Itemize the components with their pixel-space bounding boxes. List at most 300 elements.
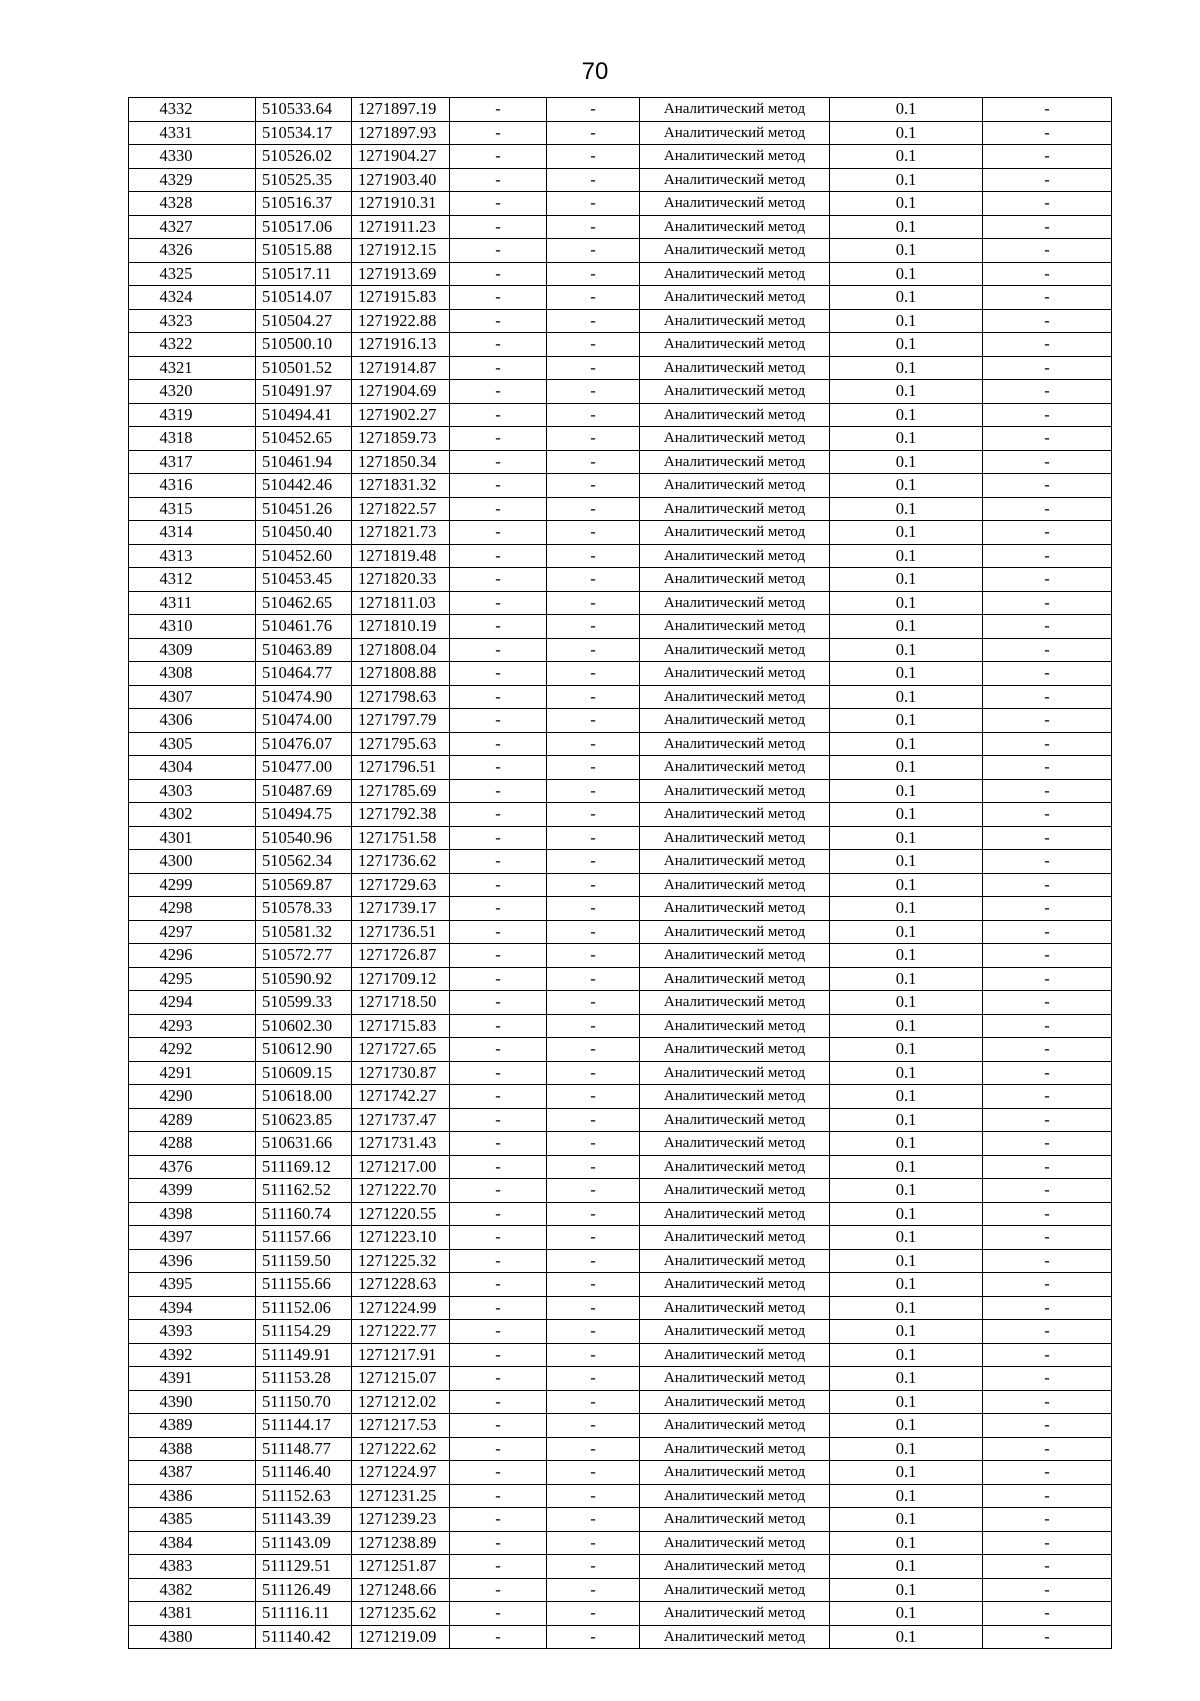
x-coordinate-cell: 510526.02 bbox=[256, 145, 352, 169]
x-coordinate-cell: 510474.90 bbox=[256, 685, 352, 709]
method-cell: Аналитический метод bbox=[640, 1249, 830, 1273]
dash-cell: - bbox=[547, 873, 640, 897]
y-coordinate-cell: 1271222.70 bbox=[352, 1179, 450, 1203]
method-cell: Аналитический метод bbox=[640, 920, 830, 944]
accuracy-cell: 0.1 bbox=[830, 1155, 983, 1179]
accuracy-cell: 0.1 bbox=[830, 1343, 983, 1367]
table-row bbox=[129, 662, 1112, 686]
x-coordinate-cell: 510453.45 bbox=[256, 568, 352, 592]
method-cell: Аналитический метод bbox=[640, 286, 830, 310]
y-coordinate-cell: 1271850.34 bbox=[352, 450, 450, 474]
dash-cell: - bbox=[450, 1296, 547, 1320]
table-row bbox=[129, 1108, 1112, 1132]
accuracy-cell: 0.1 bbox=[830, 356, 983, 380]
dash-cell: - bbox=[983, 403, 1112, 427]
dash-cell: - bbox=[983, 427, 1112, 451]
y-coordinate-cell: 1271904.69 bbox=[352, 380, 450, 404]
table-row bbox=[129, 1014, 1112, 1038]
dash-cell: - bbox=[547, 474, 640, 498]
table-row bbox=[129, 638, 1112, 662]
method-cell: Аналитический метод bbox=[640, 1038, 830, 1062]
accuracy-cell: 0.1 bbox=[830, 309, 983, 333]
dash-cell: - bbox=[983, 145, 1112, 169]
y-coordinate-cell: 1271810.19 bbox=[352, 615, 450, 639]
dash-cell: - bbox=[983, 850, 1112, 874]
dash-cell: - bbox=[983, 1108, 1112, 1132]
method-cell: Аналитический метод bbox=[640, 756, 830, 780]
x-coordinate-cell: 510477.00 bbox=[256, 756, 352, 780]
table-row bbox=[129, 239, 1112, 263]
method-cell: Аналитический метод bbox=[640, 98, 830, 122]
table-row bbox=[129, 521, 1112, 545]
accuracy-cell: 0.1 bbox=[830, 944, 983, 968]
accuracy-cell: 0.1 bbox=[830, 474, 983, 498]
point-number-cell: 4385 bbox=[129, 1508, 256, 1532]
method-cell: Аналитический метод bbox=[640, 474, 830, 498]
dash-cell: - bbox=[547, 1320, 640, 1344]
dash-cell: - bbox=[450, 1320, 547, 1344]
x-coordinate-cell: 510450.40 bbox=[256, 521, 352, 545]
method-cell: Аналитический метод bbox=[640, 1296, 830, 1320]
accuracy-cell: 0.1 bbox=[830, 1437, 983, 1461]
dash-cell: - bbox=[547, 1273, 640, 1297]
y-coordinate-cell: 1271220.55 bbox=[352, 1202, 450, 1226]
point-number-cell: 4309 bbox=[129, 638, 256, 662]
x-coordinate-cell: 510476.07 bbox=[256, 732, 352, 756]
table-row bbox=[129, 1555, 1112, 1579]
method-cell: Аналитический метод bbox=[640, 1625, 830, 1649]
dash-cell: - bbox=[547, 826, 640, 850]
dash-cell: - bbox=[450, 732, 547, 756]
table-row bbox=[129, 121, 1112, 145]
method-cell: Аналитический метод bbox=[640, 262, 830, 286]
dash-cell: - bbox=[450, 662, 547, 686]
accuracy-cell: 0.1 bbox=[830, 262, 983, 286]
dash-cell: - bbox=[983, 568, 1112, 592]
table-row bbox=[129, 1484, 1112, 1508]
table-row bbox=[129, 544, 1112, 568]
y-coordinate-cell: 1271718.50 bbox=[352, 991, 450, 1015]
accuracy-cell: 0.1 bbox=[830, 1625, 983, 1649]
dash-cell: - bbox=[983, 1484, 1112, 1508]
method-cell: Аналитический метод bbox=[640, 1484, 830, 1508]
accuracy-cell: 0.1 bbox=[830, 850, 983, 874]
dash-cell: - bbox=[547, 1226, 640, 1250]
x-coordinate-cell: 510534.17 bbox=[256, 121, 352, 145]
accuracy-cell: 0.1 bbox=[830, 497, 983, 521]
dash-cell: - bbox=[983, 380, 1112, 404]
dash-cell: - bbox=[547, 1508, 640, 1532]
table-row bbox=[129, 333, 1112, 357]
point-number-cell: 4293 bbox=[129, 1014, 256, 1038]
accuracy-cell: 0.1 bbox=[830, 1602, 983, 1626]
table-row bbox=[129, 1249, 1112, 1273]
method-cell: Аналитический метод bbox=[640, 1155, 830, 1179]
point-number-cell: 4314 bbox=[129, 521, 256, 545]
dash-cell: - bbox=[547, 1625, 640, 1649]
dash-cell: - bbox=[450, 121, 547, 145]
accuracy-cell: 0.1 bbox=[830, 920, 983, 944]
dash-cell: - bbox=[450, 1155, 547, 1179]
dash-cell: - bbox=[983, 1367, 1112, 1391]
dash-cell: - bbox=[547, 1484, 640, 1508]
table-row bbox=[129, 1226, 1112, 1250]
method-cell: Аналитический метод bbox=[640, 967, 830, 991]
dash-cell: - bbox=[450, 615, 547, 639]
dash-cell: - bbox=[450, 1014, 547, 1038]
point-number-cell: 4290 bbox=[129, 1085, 256, 1109]
y-coordinate-cell: 1271222.62 bbox=[352, 1437, 450, 1461]
dash-cell: - bbox=[450, 168, 547, 192]
y-coordinate-cell: 1271897.93 bbox=[352, 121, 450, 145]
accuracy-cell: 0.1 bbox=[830, 1414, 983, 1438]
point-number-cell: 4322 bbox=[129, 333, 256, 357]
table-row bbox=[129, 145, 1112, 169]
accuracy-cell: 0.1 bbox=[830, 991, 983, 1015]
y-coordinate-cell: 1271915.83 bbox=[352, 286, 450, 310]
table-row bbox=[129, 709, 1112, 733]
accuracy-cell: 0.1 bbox=[830, 192, 983, 216]
point-number-cell: 4329 bbox=[129, 168, 256, 192]
x-coordinate-cell: 510590.92 bbox=[256, 967, 352, 991]
dash-cell: - bbox=[547, 944, 640, 968]
point-number-cell: 4289 bbox=[129, 1108, 256, 1132]
x-coordinate-cell: 511116.11 bbox=[256, 1602, 352, 1626]
accuracy-cell: 0.1 bbox=[830, 98, 983, 122]
accuracy-cell: 0.1 bbox=[830, 826, 983, 850]
y-coordinate-cell: 1271808.88 bbox=[352, 662, 450, 686]
dash-cell: - bbox=[547, 98, 640, 122]
dash-cell: - bbox=[983, 1014, 1112, 1038]
method-cell: Аналитический метод bbox=[640, 1226, 830, 1250]
table-row bbox=[129, 1296, 1112, 1320]
method-cell: Аналитический метод bbox=[640, 1132, 830, 1156]
accuracy-cell: 0.1 bbox=[830, 1061, 983, 1085]
dash-cell: - bbox=[983, 1249, 1112, 1273]
point-number-cell: 4310 bbox=[129, 615, 256, 639]
dash-cell: - bbox=[983, 1414, 1112, 1438]
table-row bbox=[129, 873, 1112, 897]
point-number-cell: 4376 bbox=[129, 1155, 256, 1179]
x-coordinate-cell: 510451.26 bbox=[256, 497, 352, 521]
point-number-cell: 4381 bbox=[129, 1602, 256, 1626]
accuracy-cell: 0.1 bbox=[830, 685, 983, 709]
dash-cell: - bbox=[547, 920, 640, 944]
dash-cell: - bbox=[450, 685, 547, 709]
method-cell: Аналитический метод bbox=[640, 450, 830, 474]
method-cell: Аналитический метод bbox=[640, 732, 830, 756]
accuracy-cell: 0.1 bbox=[830, 450, 983, 474]
method-cell: Аналитический метод bbox=[640, 568, 830, 592]
dash-cell: - bbox=[547, 897, 640, 921]
dash-cell: - bbox=[450, 1437, 547, 1461]
x-coordinate-cell: 510461.94 bbox=[256, 450, 352, 474]
dash-cell: - bbox=[983, 1625, 1112, 1649]
coordinates-table bbox=[128, 97, 1112, 1649]
x-coordinate-cell: 510569.87 bbox=[256, 873, 352, 897]
accuracy-cell: 0.1 bbox=[830, 897, 983, 921]
table-row bbox=[129, 309, 1112, 333]
point-number-cell: 4300 bbox=[129, 850, 256, 874]
method-cell: Аналитический метод bbox=[640, 333, 830, 357]
dash-cell: - bbox=[983, 897, 1112, 921]
table-row bbox=[129, 1625, 1112, 1649]
dash-cell: - bbox=[547, 779, 640, 803]
dash-cell: - bbox=[450, 1367, 547, 1391]
dash-cell: - bbox=[450, 544, 547, 568]
dash-cell: - bbox=[450, 1061, 547, 1085]
method-cell: Аналитический метод bbox=[640, 427, 830, 451]
dash-cell: - bbox=[450, 356, 547, 380]
dash-cell: - bbox=[983, 215, 1112, 239]
dash-cell: - bbox=[983, 168, 1112, 192]
y-coordinate-cell: 1271228.63 bbox=[352, 1273, 450, 1297]
dash-cell: - bbox=[983, 685, 1112, 709]
table-row bbox=[129, 1437, 1112, 1461]
table-row bbox=[129, 1273, 1112, 1297]
x-coordinate-cell: 510578.33 bbox=[256, 897, 352, 921]
point-number-cell: 4331 bbox=[129, 121, 256, 145]
dash-cell: - bbox=[547, 544, 640, 568]
dash-cell: - bbox=[983, 615, 1112, 639]
y-coordinate-cell: 1271792.38 bbox=[352, 803, 450, 827]
point-number-cell: 4292 bbox=[129, 1038, 256, 1062]
method-cell: Аналитический метод bbox=[640, 544, 830, 568]
method-cell: Аналитический метод bbox=[640, 1061, 830, 1085]
accuracy-cell: 0.1 bbox=[830, 121, 983, 145]
method-cell: Аналитический метод bbox=[640, 897, 830, 921]
accuracy-cell: 0.1 bbox=[830, 662, 983, 686]
point-number-cell: 4303 bbox=[129, 779, 256, 803]
accuracy-cell: 0.1 bbox=[830, 168, 983, 192]
y-coordinate-cell: 1271239.23 bbox=[352, 1508, 450, 1532]
dash-cell: - bbox=[450, 1108, 547, 1132]
x-coordinate-cell: 510462.65 bbox=[256, 591, 352, 615]
table-row bbox=[129, 1461, 1112, 1485]
dash-cell: - bbox=[547, 215, 640, 239]
table-row bbox=[129, 732, 1112, 756]
point-number-cell: 4390 bbox=[129, 1390, 256, 1414]
method-cell: Аналитический метод bbox=[640, 991, 830, 1015]
dash-cell: - bbox=[547, 1108, 640, 1132]
accuracy-cell: 0.1 bbox=[830, 1014, 983, 1038]
y-coordinate-cell: 1271222.77 bbox=[352, 1320, 450, 1344]
y-coordinate-cell: 1271238.89 bbox=[352, 1531, 450, 1555]
y-coordinate-cell: 1271922.88 bbox=[352, 309, 450, 333]
accuracy-cell: 0.1 bbox=[830, 1555, 983, 1579]
x-coordinate-cell: 511150.70 bbox=[256, 1390, 352, 1414]
dash-cell: - bbox=[450, 403, 547, 427]
x-coordinate-cell: 510491.97 bbox=[256, 380, 352, 404]
point-number-cell: 4307 bbox=[129, 685, 256, 709]
y-coordinate-cell: 1271212.02 bbox=[352, 1390, 450, 1414]
point-number-cell: 4389 bbox=[129, 1414, 256, 1438]
dash-cell: - bbox=[547, 1390, 640, 1414]
y-coordinate-cell: 1271859.73 bbox=[352, 427, 450, 451]
page-number: 70 bbox=[581, 58, 609, 85]
dash-cell: - bbox=[983, 944, 1112, 968]
dash-cell: - bbox=[547, 497, 640, 521]
dash-cell: - bbox=[450, 897, 547, 921]
point-number-cell: 4296 bbox=[129, 944, 256, 968]
dash-cell: - bbox=[983, 1155, 1112, 1179]
table-row bbox=[129, 1602, 1112, 1626]
dash-cell: - bbox=[450, 262, 547, 286]
dash-cell: - bbox=[983, 1179, 1112, 1203]
dash-cell: - bbox=[547, 1437, 640, 1461]
y-coordinate-cell: 1271224.97 bbox=[352, 1461, 450, 1485]
table-row bbox=[129, 591, 1112, 615]
method-cell: Аналитический метод bbox=[640, 803, 830, 827]
y-coordinate-cell: 1271796.51 bbox=[352, 756, 450, 780]
accuracy-cell: 0.1 bbox=[830, 1578, 983, 1602]
dash-cell: - bbox=[983, 991, 1112, 1015]
accuracy-cell: 0.1 bbox=[830, 709, 983, 733]
dash-cell: - bbox=[450, 380, 547, 404]
y-coordinate-cell: 1271736.51 bbox=[352, 920, 450, 944]
table-row bbox=[129, 215, 1112, 239]
method-cell: Аналитический метод bbox=[640, 1531, 830, 1555]
table-row bbox=[129, 1390, 1112, 1414]
table-row bbox=[129, 98, 1112, 122]
dash-cell: - bbox=[547, 427, 640, 451]
point-number-cell: 4323 bbox=[129, 309, 256, 333]
y-coordinate-cell: 1271811.03 bbox=[352, 591, 450, 615]
x-coordinate-cell: 511146.40 bbox=[256, 1461, 352, 1485]
dash-cell: - bbox=[450, 873, 547, 897]
dash-cell: - bbox=[547, 1296, 640, 1320]
point-number-cell: 4297 bbox=[129, 920, 256, 944]
dash-cell: - bbox=[547, 309, 640, 333]
dash-cell: - bbox=[547, 732, 640, 756]
x-coordinate-cell: 510452.60 bbox=[256, 544, 352, 568]
x-coordinate-cell: 510623.85 bbox=[256, 1108, 352, 1132]
x-coordinate-cell: 510514.07 bbox=[256, 286, 352, 310]
y-coordinate-cell: 1271248.66 bbox=[352, 1578, 450, 1602]
point-number-cell: 4384 bbox=[129, 1531, 256, 1555]
y-coordinate-cell: 1271729.63 bbox=[352, 873, 450, 897]
x-coordinate-cell: 510517.11 bbox=[256, 262, 352, 286]
method-cell: Аналитический метод bbox=[640, 1108, 830, 1132]
dash-cell: - bbox=[547, 1578, 640, 1602]
table-row bbox=[129, 497, 1112, 521]
method-cell: Аналитический метод bbox=[640, 309, 830, 333]
x-coordinate-cell: 510517.06 bbox=[256, 215, 352, 239]
method-cell: Аналитический метод bbox=[640, 1179, 830, 1203]
dash-cell: - bbox=[983, 1296, 1112, 1320]
accuracy-cell: 0.1 bbox=[830, 1461, 983, 1485]
method-cell: Аналитический метод bbox=[640, 168, 830, 192]
y-coordinate-cell: 1271820.33 bbox=[352, 568, 450, 592]
y-coordinate-cell: 1271897.19 bbox=[352, 98, 450, 122]
x-coordinate-cell: 510525.35 bbox=[256, 168, 352, 192]
dash-cell: - bbox=[450, 1249, 547, 1273]
y-coordinate-cell: 1271831.32 bbox=[352, 474, 450, 498]
dash-cell: - bbox=[983, 1531, 1112, 1555]
dash-cell: - bbox=[450, 779, 547, 803]
dash-cell: - bbox=[547, 1202, 640, 1226]
y-coordinate-cell: 1271904.27 bbox=[352, 145, 450, 169]
x-coordinate-cell: 511154.29 bbox=[256, 1320, 352, 1344]
point-number-cell: 4306 bbox=[129, 709, 256, 733]
dash-cell: - bbox=[450, 991, 547, 1015]
table-row bbox=[129, 944, 1112, 968]
dash-cell: - bbox=[450, 1390, 547, 1414]
dash-cell: - bbox=[547, 803, 640, 827]
point-number-cell: 4398 bbox=[129, 1202, 256, 1226]
dash-cell: - bbox=[547, 262, 640, 286]
table-row bbox=[129, 262, 1112, 286]
dash-cell: - bbox=[450, 1226, 547, 1250]
dash-cell: - bbox=[450, 427, 547, 451]
table-row bbox=[129, 920, 1112, 944]
y-coordinate-cell: 1271902.27 bbox=[352, 403, 450, 427]
x-coordinate-cell: 511157.66 bbox=[256, 1226, 352, 1250]
point-number-cell: 4399 bbox=[129, 1179, 256, 1203]
accuracy-cell: 0.1 bbox=[830, 145, 983, 169]
point-number-cell: 4320 bbox=[129, 380, 256, 404]
dash-cell: - bbox=[983, 356, 1112, 380]
dash-cell: - bbox=[450, 497, 547, 521]
dash-cell: - bbox=[983, 662, 1112, 686]
accuracy-cell: 0.1 bbox=[830, 1108, 983, 1132]
point-number-cell: 4382 bbox=[129, 1578, 256, 1602]
accuracy-cell: 0.1 bbox=[830, 1179, 983, 1203]
dash-cell: - bbox=[547, 1132, 640, 1156]
point-number-cell: 4291 bbox=[129, 1061, 256, 1085]
point-number-cell: 4327 bbox=[129, 215, 256, 239]
method-cell: Аналитический метод bbox=[640, 239, 830, 263]
y-coordinate-cell: 1271215.07 bbox=[352, 1367, 450, 1391]
dash-cell: - bbox=[547, 1061, 640, 1085]
method-cell: Аналитический метод bbox=[640, 380, 830, 404]
method-cell: Аналитический метод bbox=[640, 1343, 830, 1367]
table-row bbox=[129, 1202, 1112, 1226]
accuracy-cell: 0.1 bbox=[830, 568, 983, 592]
accuracy-cell: 0.1 bbox=[830, 1202, 983, 1226]
point-number-cell: 4312 bbox=[129, 568, 256, 592]
method-cell: Аналитический метод bbox=[640, 1555, 830, 1579]
point-number-cell: 4387 bbox=[129, 1461, 256, 1485]
dash-cell: - bbox=[450, 709, 547, 733]
method-cell: Аналитический метод bbox=[640, 638, 830, 662]
dash-cell: - bbox=[547, 1555, 640, 1579]
y-coordinate-cell: 1271217.91 bbox=[352, 1343, 450, 1367]
y-coordinate-cell: 1271737.47 bbox=[352, 1108, 450, 1132]
point-number-cell: 4313 bbox=[129, 544, 256, 568]
dash-cell: - bbox=[450, 1202, 547, 1226]
dash-cell: - bbox=[983, 192, 1112, 216]
table-row bbox=[129, 1038, 1112, 1062]
point-number-cell: 4396 bbox=[129, 1249, 256, 1273]
accuracy-cell: 0.1 bbox=[830, 1038, 983, 1062]
x-coordinate-cell: 510562.34 bbox=[256, 850, 352, 874]
accuracy-cell: 0.1 bbox=[830, 286, 983, 310]
dash-cell: - bbox=[450, 568, 547, 592]
dash-cell: - bbox=[547, 615, 640, 639]
accuracy-cell: 0.1 bbox=[830, 638, 983, 662]
point-number-cell: 4315 bbox=[129, 497, 256, 521]
point-number-cell: 4324 bbox=[129, 286, 256, 310]
dash-cell: - bbox=[547, 356, 640, 380]
y-coordinate-cell: 1271217.00 bbox=[352, 1155, 450, 1179]
dash-cell: - bbox=[983, 521, 1112, 545]
table-row bbox=[129, 1367, 1112, 1391]
method-cell: Аналитический метод bbox=[640, 826, 830, 850]
method-cell: Аналитический метод bbox=[640, 944, 830, 968]
point-number-cell: 4301 bbox=[129, 826, 256, 850]
method-cell: Аналитический метод bbox=[640, 121, 830, 145]
